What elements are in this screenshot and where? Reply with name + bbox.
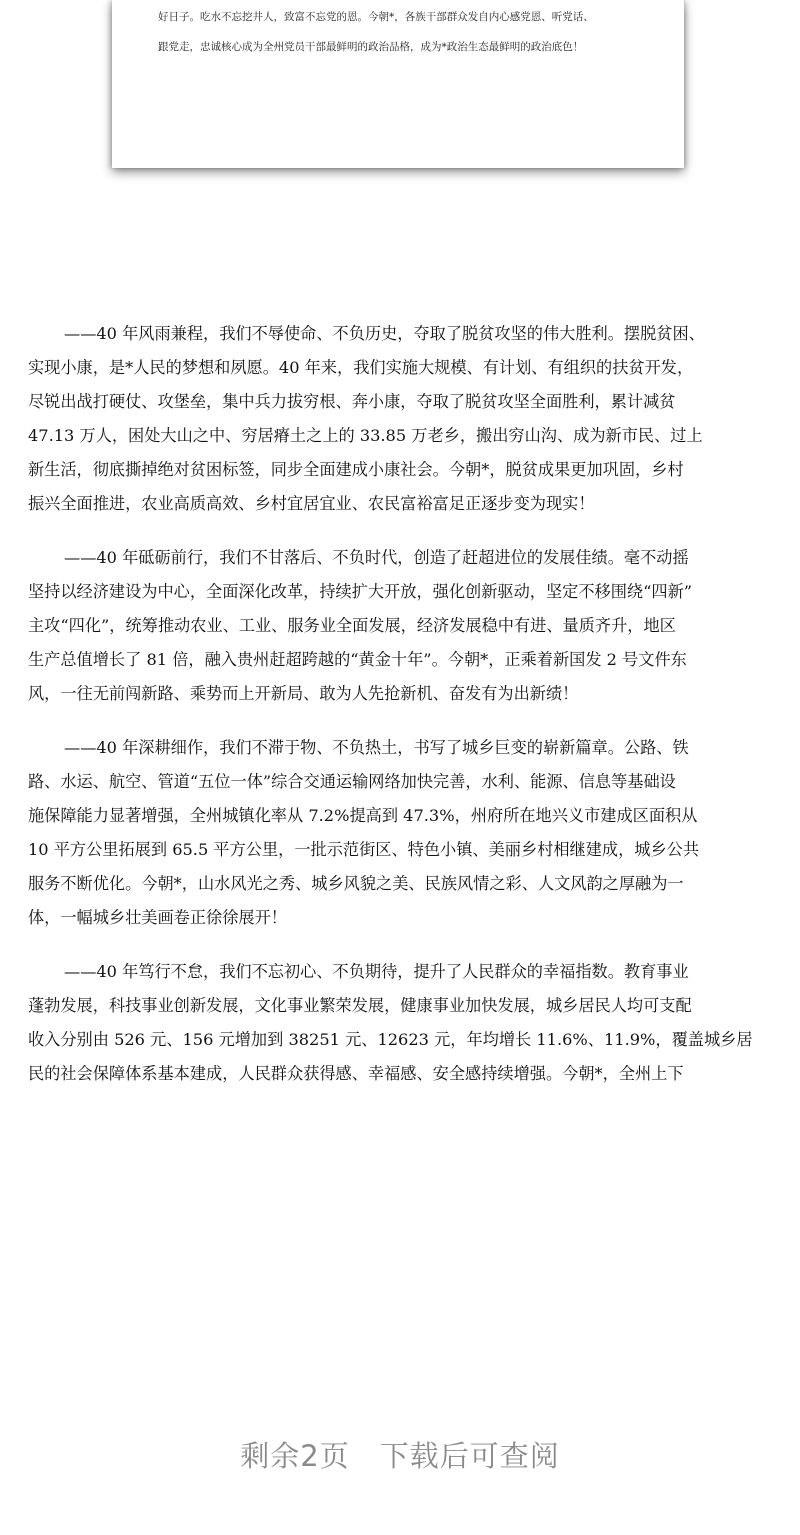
text-line: ——40 年笃行不怠，我们不忘初心、不负期待，提升了人民群众的幸福指数。教育事业: [64, 962, 689, 981]
text-line: 坚持以经济建设为中心，全面深化改革，持续扩大开放，强化创新驱动，坚定不移围绕“四新”: [28, 582, 693, 601]
text-line: ——40 年深耕细作，我们不滞于物、不负热土，书写了城乡巨变的崭新篇章。公路、铁: [64, 738, 689, 757]
preview-page-card: [112, 0, 684, 168]
text-line: 蓬勃发展，科技事业创新发展，文化事业繁荣发展，健康事业加快发展，城乡居民人均可支配: [28, 996, 692, 1015]
text-line: 民的社会保障体系基本建成，人民群众获得感、幸福感、安全感持续增强。今朝*，全州上下: [28, 1064, 684, 1083]
text-line: 风，一往无前闯新路、乘势而上开新局、敢为人先抢新机、奋发有为出新绩！: [28, 684, 579, 703]
text-line: 主攻“四化”，统筹推动农业、工业、服务业全面发展，经济发展稳中有进、量质齐升，地区: [28, 616, 676, 635]
paragraph-development: [28, 541, 773, 711]
text-line: ——40 年砥砺前行，我们不甘落后、不负时代，创造了赶超进位的发展佳绩。毫不动摇: [64, 548, 689, 567]
paragraph-urban-rural: [28, 731, 773, 935]
text-line: 47.13 万人，困处大山之中、穷居瘠土之上的 33.85 万老乡，搬出穷山沟、成为新市民、过上: [28, 426, 703, 445]
text-line: 尽锐出战打硬仗、攻堡垒，集中兵力拔穷根、奔小康，夺取了脱贫攻坚全面胜利，累计减贫: [28, 392, 676, 411]
text-line: ——40 年风雨兼程，我们不辱使命、不负历史，夺取了脱贫攻坚的伟大胜利。摆脱贫困、: [64, 324, 705, 343]
text-line: 收入分别由 526 元、156 元增加到 38251 元、12623 元，年均增长 11.6%、11.9%，覆盖城乡居: [28, 1030, 753, 1049]
paragraph-poverty: [28, 317, 773, 521]
text-line: 路、水运、航空、管道“五位一体”综合交通运输网络加快完善，水利、能源、信息等基础设: [28, 772, 676, 791]
text-line: 实现小康，是*人民的梦想和夙愿。40 年来，我们实施大规模、有计划、有组织的扶贫开发，: [28, 358, 694, 377]
paragraph-wellbeing: [28, 955, 773, 1091]
text-line: 服务不断优化。今朝*，山水风光之秀、城乡风貌之美、民族风情之彩、人文风韵之厚融为一: [28, 874, 684, 893]
preview-card-line: 好日子。吃水不忘挖井人，致富不忘党的恩。今朝*，各族干部群众发自内心感党恩、听党话、: [158, 11, 594, 23]
text-line: 新生活，彻底撕掉绝对贫困标签，同步全面建成小康社会。今朝*，脱贫成果更加巩固，乡村: [28, 460, 684, 479]
text-line: 施保障能力显著增强，全州城镇化率从 7.2%提高到 47.3%，州府所在地兴义市建成区面积从: [28, 806, 698, 825]
document-body: [28, 317, 773, 1111]
remaining-pages-download-link[interactable]: 剩余2页 下载后可查阅: [240, 1439, 560, 1473]
text-line: 10 平方公里拓展到 65.5 平方公里，一批示范街区、特色小镇、美丽乡村相继建成，城乡公共: [28, 840, 700, 859]
text-line: 振兴全面推进，农业高质高效、乡村宜居宜业、农民富裕富足正逐步变为现实！: [28, 494, 595, 513]
text-line: 体，一幅城乡壮美画卷正徐徐展开！: [28, 908, 287, 927]
text-line: 生产总值增长了 81 倍，融入贵州赶超跨越的“黄金十年”。今朝*，正乘着新国发 2 号文件东: [28, 650, 687, 669]
preview-card-line: 跟党走，忠诚核心成为全州党员干部最鲜明的政治品格，成为*政治生态最鲜明的政治底色！: [158, 41, 584, 53]
